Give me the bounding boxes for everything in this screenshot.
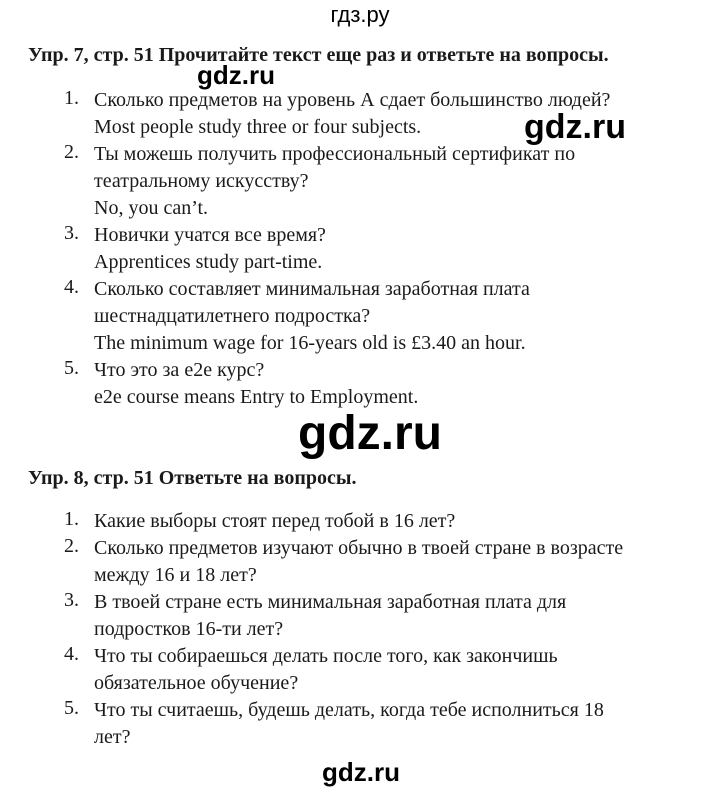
exercise-7-heading: Упр. 7, стр. 51 Прочитайте текст еще раз и ответьте на вопросы. xyxy=(28,44,609,66)
list-item xyxy=(64,222,610,276)
question-text: Сколько составляет минимальная заработная плата xyxy=(94,278,530,300)
question-text: подростков 16-ти лет? xyxy=(94,618,284,640)
question-text: Что это за e2e курс? xyxy=(94,359,265,381)
question-text: Какие выборы стоят перед тобой в 16 лет? xyxy=(94,510,456,532)
question-text: шестнадцатилетнего подростка? xyxy=(94,305,371,327)
item-number: 3. xyxy=(64,589,79,611)
question-text: обязательное обучение? xyxy=(94,672,299,694)
list-item xyxy=(64,697,623,751)
list-item xyxy=(64,276,610,357)
question-text: Сколько предметов на уровень А сдает большинство людей? xyxy=(94,89,611,111)
exercise-8-heading: Упр. 8, стр. 51 Ответьте на вопросы. xyxy=(28,467,357,489)
list-item xyxy=(64,643,623,697)
list-item xyxy=(64,589,623,643)
item-number: 2. xyxy=(64,535,79,557)
answer-text: No, you can’t. xyxy=(94,197,209,219)
question-text: Что ты считаешь, будешь делать, когда тебе исполниться 18 xyxy=(94,699,604,721)
item-number: 3. xyxy=(64,222,79,244)
watermark: gdz.ru xyxy=(298,407,442,460)
item-number: 4. xyxy=(64,276,79,298)
item-number: 5. xyxy=(64,697,79,719)
list-item xyxy=(64,141,610,222)
watermark: gdz.ru xyxy=(197,60,275,90)
answer-text: e2e course means Entry to Employment. xyxy=(94,386,419,408)
exercise-8-list xyxy=(64,508,623,751)
item-number: 5. xyxy=(64,357,79,379)
question-text: Ты можешь получить профессиональный сертификат по xyxy=(94,143,576,165)
answer-text: Apprentices study part-time. xyxy=(94,251,323,273)
list-item xyxy=(64,508,623,535)
watermark: gdz.ru xyxy=(524,108,626,146)
question-text: Сколько предметов изучают обычно в твоей стране в возрасте xyxy=(94,537,624,559)
list-item xyxy=(64,535,623,589)
list-item xyxy=(64,357,610,411)
watermark: gdz.ru xyxy=(322,757,400,787)
question-text: театральному искусству? xyxy=(94,170,309,192)
answer-text: Most people study three or four subjects. xyxy=(94,116,422,138)
item-number: 1. xyxy=(64,508,79,530)
question-text: Что ты собираешься делать после того, как закончишь xyxy=(94,645,558,667)
question-text: лет? xyxy=(94,726,131,748)
item-number: 1. xyxy=(64,87,79,109)
question-text: Новички учатся все время? xyxy=(94,224,326,246)
item-number: 2. xyxy=(64,141,79,163)
list-item xyxy=(64,87,610,141)
item-number: 4. xyxy=(64,643,79,665)
site-header: гдз.ру xyxy=(330,2,390,27)
question-text: между 16 и 18 лет? xyxy=(94,564,257,586)
exercise-7-list xyxy=(64,87,610,411)
answer-text: The minimum wage for 16-years old is £3.40 an hour. xyxy=(94,332,526,354)
question-text: В твоей стране есть минимальная заработная плата для xyxy=(94,591,567,613)
